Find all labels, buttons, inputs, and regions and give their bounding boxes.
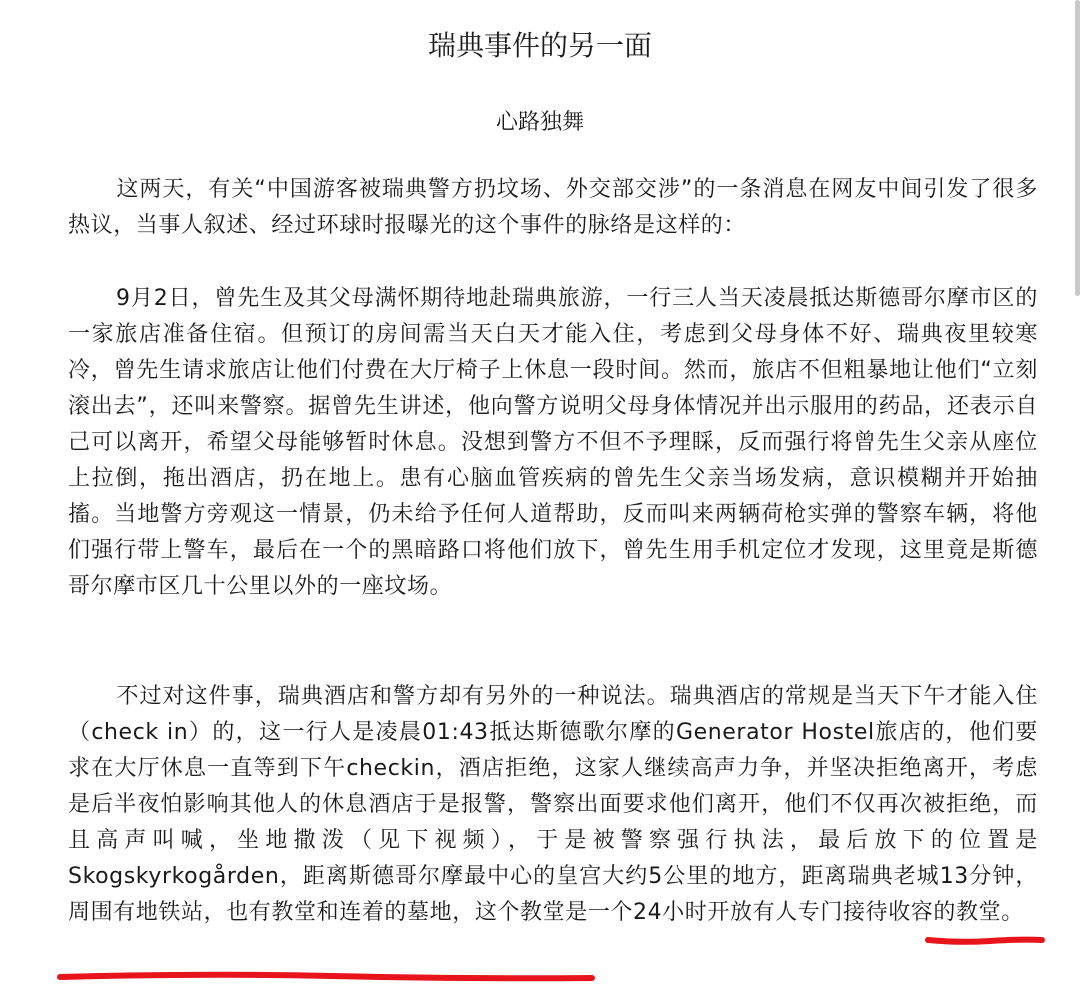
paragraph-other-side-text: 不过对这件事，瑞典酒店和警方却有另外的一种说法。瑞典酒店的常规是当天下午才能入住（check in）的，这一行人是凌晨01:43抵达斯德歌尔摩的Generator Hostel旅店的，他们要求在大厅休息一直等到下午checkin，酒店拒绝，这家人继续高声力争，并坚决拒绝离开，考虑是后半夜怕影响其他人的休息酒店于是报警，警察出面要求他们离开，他们不仅再次被拒绝，而且高声叫喊，坐地撒泼（见下视频），于是被警察强行执法，最后放下的位置是Skogskyrkogården，距离斯德哥尔摩最中心的皇宫大约5公里的地方，距离瑞典老城13分钟，周围有地铁站，也有教堂和连着的墓地，: [68, 684, 1038, 925]
paragraph-account: [68, 281, 1038, 605]
article-title: 瑞典事件的另一面: [427, 29, 652, 62]
paragraph-intro: [68, 172, 1038, 244]
paragraph-account-text: 9月2日，曾先生及其父母满怀期待地赴瑞典旅游，一行三人当天凌晨抵达斯德哥尔摩市区的一家旅店准备住宿。但预订的房间需当天白天才能入住，考虑到父母身体不好、瑞典夜里较寒冷，曾先生请求旅店让他们付费在大厅椅子上休息一段时间。然而，旅店不但粗暴地让他们“立刻滚出去”，还叫来警察。据曾先生讲述，他向警方说明父母身体情况并出示服用的药品，还表示自己可以离开，希望父母能够暂时休息。没想到警方不但不予理睬，反而强行将曾先生父亲从座位上拉倒，拖出酒店，扔在地上。患有心脑血管疾病的曾先生父亲当场发病，意识模糊并开始抽搐。当地警方旁观这一情景，仍未给予任何人道帮助，反而叫来两辆荷枪实弹的警察车辆，将他们强行带上警车，最后在一个的黑暗路口将他们放下，曾先生用手机定位才发现，这里竟是斯德哥尔摩市区几十公里以外的一座坟场。: [68, 286, 1038, 599]
paragraph-other-side: [68, 679, 1038, 931]
red-underline-line1: [920, 930, 1050, 950]
highlighted-sentence: 这个教堂是一个24小时开放有人专门接待收容的教堂。: [474, 900, 1024, 925]
article-author: 心路独舞: [495, 110, 584, 135]
red-underline-line2: [52, 965, 602, 989]
paragraph-intro-text: 这两天，有关“中国游客被瑞典警方扔坟场、外交部交涉”的一条消息在网友中间引发了很多热议，当事人叙述、经过环球时报曝光的这个事件的脉络是这样的：: [68, 177, 1038, 238]
